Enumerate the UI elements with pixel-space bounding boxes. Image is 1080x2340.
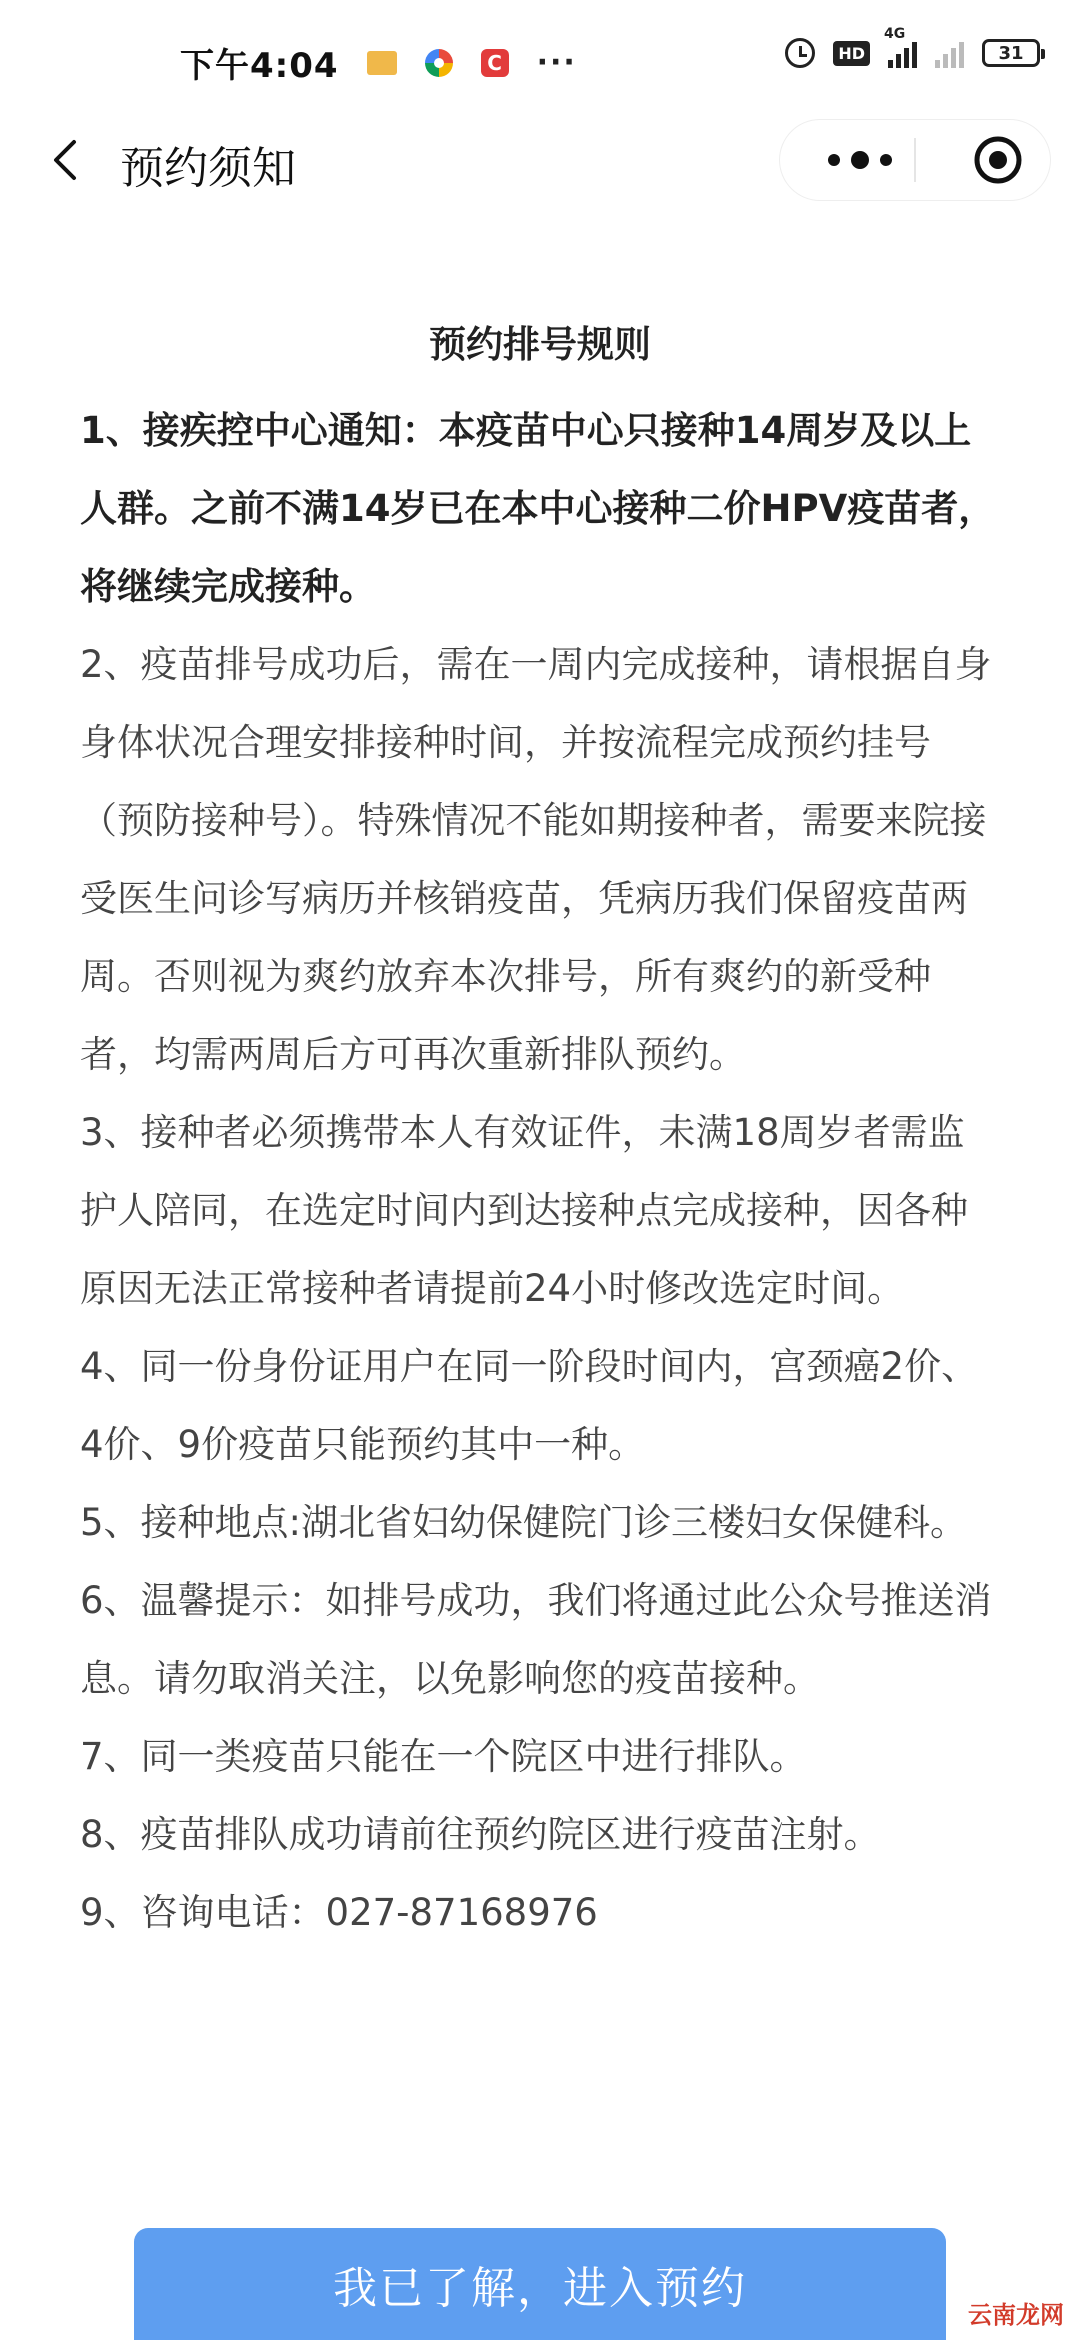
rule-item-2: 2、疫苗排号成功后，需在一周内完成接种，请根据自身身体状况合理安排接种时间，并按流程完成预约挂号（预防接种号）。特殊情况不能如期接种者，需要来院接受医生问诊写病历并核销疫苗，凭病历我们保留疫苗两周。否则视为爽约放弃本次排号，所有爽约的新受种者，均需两周后方可再次重新排队预约。 [80,643,992,1076]
enter-appointment-button[interactable]: 我已了解，进入预约 [134,2228,946,2340]
notification-app-c-icon: C [481,49,509,77]
rule-item-8: 8、疫苗排队成功请前往预约院区进行疫苗注射。 [80,1813,881,1856]
rule-item-9: 9、咨询电话：027-87168976 [80,1891,598,1934]
nav-bar [0,110,1080,210]
status-bar [0,0,1080,120]
notification-pinwheel-icon [425,49,453,77]
rule-item-6: 6、温馨提示：如排号成功，我们将通过此公众号推送消息。请勿取消关注，以免影响您的疫苗接种。 [80,1579,992,1700]
network-type-label: 4G [884,26,906,42]
rule-item-1: 1、接疾控中心通知：本疫苗中心只接种14周岁及以上人群。之前不满14岁已在本中心接种二价HPV疫苗者，将继续完成接种。 [80,409,996,608]
more-options-icon[interactable] [820,150,900,170]
rule-item-3: 3、接种者必须携带本人有效证件，未满18周岁者需监护人陪同，在选定时间内到达接种点完成接种，因各种原因无法正常接种者请提前24小时修改选定时间。 [80,1111,968,1310]
signal-strength-icon [884,26,917,68]
alarm-clock-icon [785,38,815,68]
rule-item-7: 7、同一类疫苗只能在一个院区中进行排队。 [80,1735,807,1778]
hd-badge: HD [833,41,870,66]
battery-icon: 31 [982,39,1040,67]
page-title: 预约须知 [120,143,296,194]
notification-folder-icon [367,51,397,75]
status-left [180,38,577,87]
more-notifications-icon: ··· [536,45,577,80]
status-right [785,26,1040,68]
status-time: 下午4:04 [180,46,339,86]
rule-item-4: 4、同一份身份证用户在同一阶段时间内，宫颈癌2价、4价、9价疫苗只能预约其中一种。 [80,1345,979,1466]
signal-strength-secondary-icon [935,38,964,68]
watermark: 云南龙网 [964,2293,1068,2332]
close-miniprogram-icon[interactable] [972,134,1024,186]
rules-content [80,310,1000,1952]
rules-title: 预约排号规则 [429,323,651,366]
rule-item-5: 5、接种地点:湖北省妇幼保健院门诊三楼妇女保健科。 [80,1501,968,1544]
back-arrow-icon[interactable] [44,136,92,184]
miniprogram-capsule [780,120,1050,200]
capsule-divider [914,138,916,182]
